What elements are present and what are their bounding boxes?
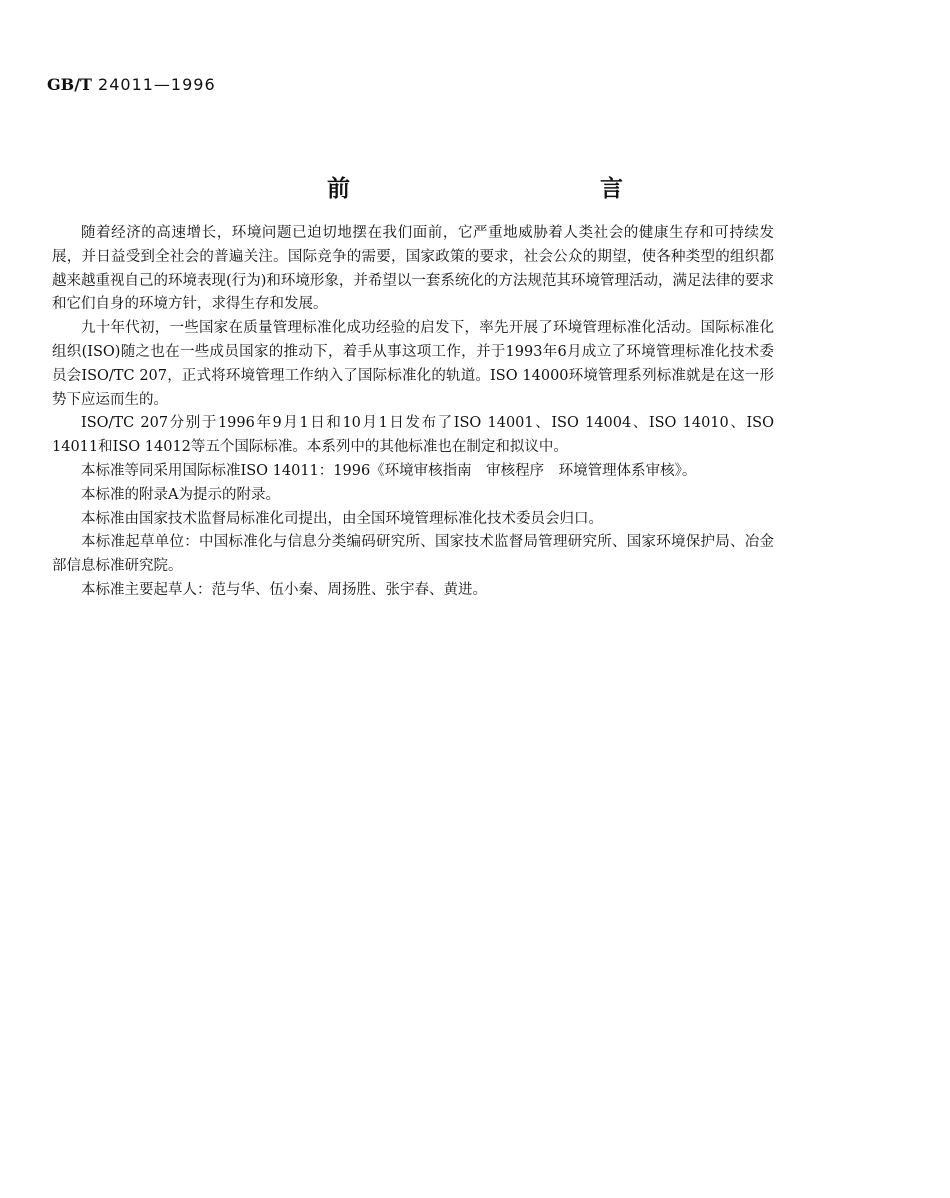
paragraph-adoption: 本标准等同采用国际标准ISO 14011：1996《环境审核指南 审核程序 环境管理体系审核》。 bbox=[81, 462, 697, 479]
paragraph-background: 随着经济的高速增长，环境问题已迫切地摆在我们面前，它严重地威胁着人类社会的健康生存和可持续发展，并日益受到全社会的普遍关注。国际竞争的需要，国家政策的要求，社会公众的期望，使各种类型的组织都越来越重视自己的环境表现(行为)和环境形象，并希望以一套系统化的方法规范其环境管理活动，满足法律的要求和它们自身的环境方针，求得生存和发展。 bbox=[52, 225, 774, 313]
standard-number: 24011—1996 bbox=[98, 75, 216, 94]
paragraph-history: 九十年代初，一些国家在质量管理标准化成功经验的启发下，率先开展了环境管理标准化活动。国际标准化组织(ISO)随之也在一些成员国家的推动下，着手从事这项工作，并于1993年6月成立了环境管理标准化技术委员会ISO/TC 207，正式将环境管理工作纳入了国际标准化的轨道。ISO 14000环境管理系列标准就是在这一形势下应运而生的。 bbox=[52, 320, 774, 408]
paragraph-drafting-units: 本标准起草单位：中国标准化与信息分类编码研究所、国家技术监督局管理研究所、国家环境保护局、冶金部信息标准研究院。 bbox=[52, 534, 774, 575]
page-title: 前 言 bbox=[327, 175, 691, 202]
paragraph-iso-release: ISO/TC 207分别于1996年9月1日和10月1日发布了ISO 14001、ISO 14004、ISO 14010、ISO 14011和ISO 14012等五个国际标准。本系列中的其他标准也在制定和拟议中。 bbox=[52, 415, 774, 456]
preface-body bbox=[52, 222, 774, 603]
standard-code bbox=[47, 75, 216, 94]
paragraph-drafters: 本标准主要起草人：范与华、伍小秦、周扬胜、张宇春、黄进。 bbox=[81, 581, 487, 598]
paragraph-appendix: 本标准的附录A为提示的附录。 bbox=[81, 486, 280, 503]
paragraph-proposer: 本标准由国家技术监督局标准化司提出，由全国环境管理标准化技术委员会归口。 bbox=[81, 510, 603, 527]
standard-prefix: GB/T bbox=[47, 75, 92, 94]
